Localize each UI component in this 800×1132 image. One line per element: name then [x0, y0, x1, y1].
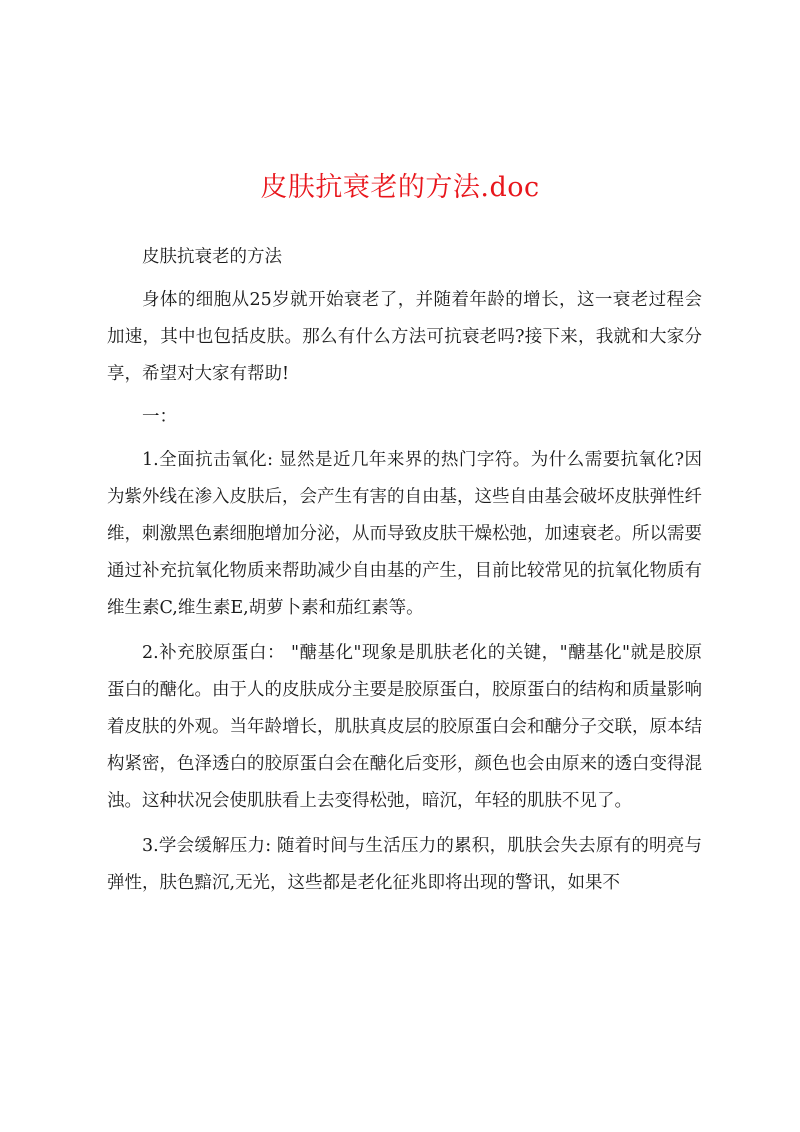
document-title: 皮肤抗衰老的方法.doc	[260, 172, 540, 203]
intro-paragraph: 身体的细胞从25岁就开始衰老了，并随着年龄的增长，这一衰老过程会加速，其中也包括皮肤。那么有什么方法可抗衰老吗?接下来，我就和大家分享，希望对大家有帮助!	[107, 290, 702, 384]
paragraph-stress: 3.学会缓解压力: 随着时间与生活压力的累积，肌肤会失去原有的明亮与弹性，肤色黯沉,无光，这些都是老化征兆即将出现的警讯，如果不	[107, 836, 702, 893]
document-body	[107, 239, 702, 902]
section-heading: 皮肤抗衰老的方法	[142, 247, 282, 267]
section-number: 一：	[142, 407, 177, 427]
paragraph-collagen: 2.补充胶原蛋白： "醣基化"现象是肌肤老化的关键，"醣基化"就是胶原蛋白的醣化。由于人的皮肤成分主要是胶原蛋白，胶原蛋白的结构和质量影响着皮肤的外观。当年龄增长，肌肤真皮层的胶原蛋白会和醣分子交联，原本结构紧密，色泽透白的胶原蛋白会在醣化后变形，颜色也会由原来的透白变得混浊。这种状况会使肌肤看上去变得松弛，暗沉，年轻的肌肤不见了。	[107, 643, 702, 811]
paragraph-antioxidation: 1.全面抗击氧化: 显然是近几年来界的热门字符。为什么需要抗氧化?因为紫外线在渗入皮肤后，会产生有害的自由基，这些自由基会破坏皮肤弹性纤维，刺激黑色素细胞增加分泌，从而导致皮肤干燥松弛，加速衰老。所以需要通过补充抗氧化物质来帮助减少自由基的产生，目前比较常见的抗氧化物质有维生素C,维生素E,胡萝卜素和茄红素等。	[107, 450, 702, 618]
